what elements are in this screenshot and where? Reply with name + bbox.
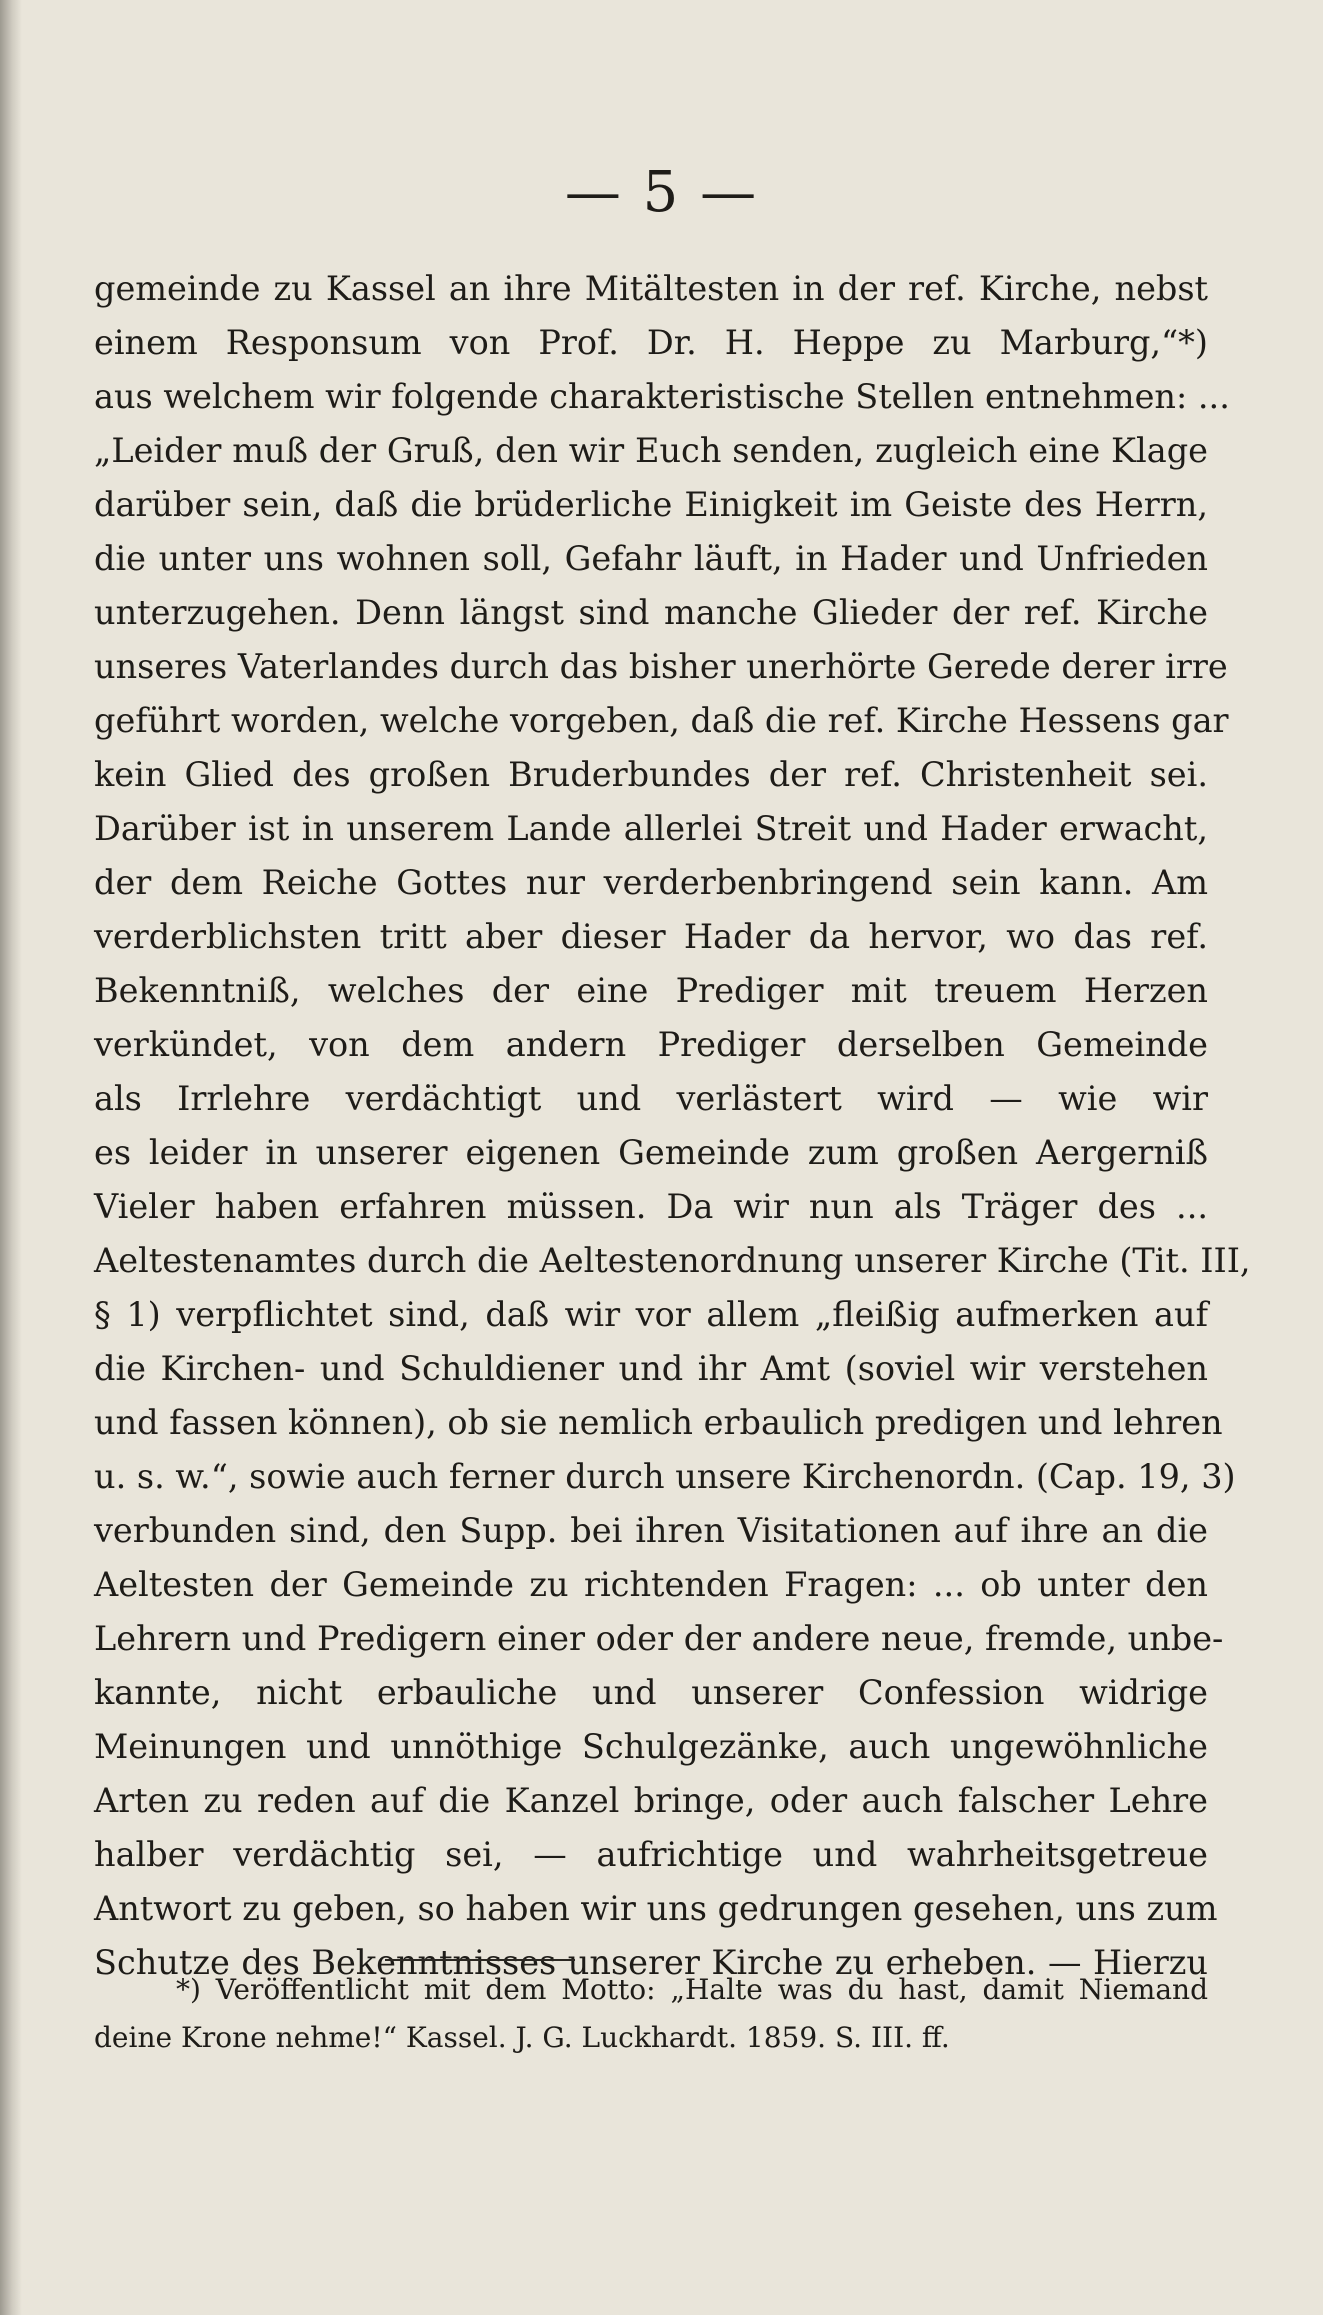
body-line: unseres Vaterlandes durch das bisher unerhörte Gerede derer irre (94, 647, 1228, 686)
body-line: kannte, nicht erbauliche und unserer Confession widrige (94, 1673, 1208, 1712)
body-line: die Kirchen- und Schuldiener und ihr Amt (soviel wir verstehen (94, 1349, 1208, 1388)
body-line: darüber sein, daß die brüderliche Einigkeit im Geiste des Herrn, (94, 485, 1208, 524)
body-line: Meinungen und unnöthige Schulgezänke, auch ungewöhnliche (94, 1727, 1208, 1766)
body-line: verkündet, von dem andern Prediger derselben Gemeinde (94, 1025, 1208, 1064)
body-line: halber verdächtig sei, — aufrichtige und wahrheitsgetreue (94, 1835, 1208, 1874)
body-line: die unter uns wohnen soll, Gefahr läuft, in Hader und Unfrieden (94, 539, 1208, 578)
body-line: verbunden sind, den Supp. bei ihren Visitationen auf ihre an die (94, 1511, 1208, 1550)
body-line: Lehrern und Predigern einer oder der andere neue, fremde, unbe- (94, 1619, 1224, 1658)
footnote-rule (385, 1959, 575, 1961)
body-line: Antwort zu geben, so haben wir uns gedrungen gesehen, uns zum (94, 1889, 1218, 1928)
body-line: Vieler haben erfahren müssen. Da wir nun als Träger des ... (94, 1187, 1208, 1226)
footnote-line: deine Krone nehme!“ Kassel. J. G. Luckhardt. 1859. S. III. ff. (94, 2021, 950, 2054)
body-line: als Irrlehre verdächtigt und verlästert wird — wie wir (94, 1079, 1208, 1118)
body-line: aus welchem wir folgende charakteristische Stellen entnehmen: ... (94, 377, 1230, 416)
body-line: Arten zu reden auf die Kanzel bringe, oder auch falscher Lehre (94, 1781, 1208, 1820)
footnote-line: *) Veröffentlicht mit dem Motto: „Halte was du hast, damit Niemand (176, 1973, 1208, 2006)
body-line: verderblichsten tritt aber dieser Hader da hervor, wo das ref. (94, 917, 1208, 956)
footnote (94, 1966, 1208, 2062)
body-line: unterzugehen. Denn längst sind manche Glieder der ref. Kirche (94, 593, 1208, 632)
body-line: und fassen können), ob sie nemlich erbaulich predigen und lehren (94, 1403, 1223, 1442)
body-line: Schutze des Bekenntnisses unserer Kirche zu erheben. — Hierzu (94, 1943, 1208, 1982)
body-line: geführt worden, welche vorgeben, daß die ref. Kirche Hessens gar (94, 701, 1229, 740)
body-line: u. s. w.“, sowie auch ferner durch unsere Kirchenordn. (Cap. 19, 3) (94, 1457, 1236, 1496)
page-number: — 5 — (564, 160, 759, 225)
body-line: gemeinde zu Kassel an ihre Mitältesten in der ref. Kirche, nebst (94, 269, 1208, 308)
body-line: Aeltestenamtes durch die Aeltestenordnung unserer Kirche (Tit. III, (94, 1241, 1251, 1280)
body-line: der dem Reiche Gottes nur verderbenbringend sein kann. Am (94, 863, 1208, 902)
body-text (94, 262, 1251, 1990)
body-line: kein Glied des großen Bruderbundes der ref. Christenheit sei. (94, 755, 1208, 794)
body-line: § 1) verpflichtet sind, daß wir vor allem „fleißig aufmerken auf (94, 1295, 1208, 1334)
body-line: „Leider muß der Gruß, den wir Euch senden, zugleich eine Klage (94, 431, 1208, 470)
body-line: Aeltesten der Gemeinde zu richtenden Fragen: ... ob unter den (94, 1565, 1208, 1604)
body-line: Darüber ist in unserem Lande allerlei Streit und Hader erwacht, (94, 809, 1208, 848)
body-line: Bekenntniß, welches der eine Prediger mit treuem Herzen (94, 971, 1208, 1010)
body-line: es leider in unserer eigenen Gemeinde zum großen Aergerniß (94, 1133, 1208, 1172)
body-line: einem Responsum von Prof. Dr. H. Heppe zu Marburg,“*) (94, 323, 1208, 362)
binding-shadow (0, 0, 22, 2315)
